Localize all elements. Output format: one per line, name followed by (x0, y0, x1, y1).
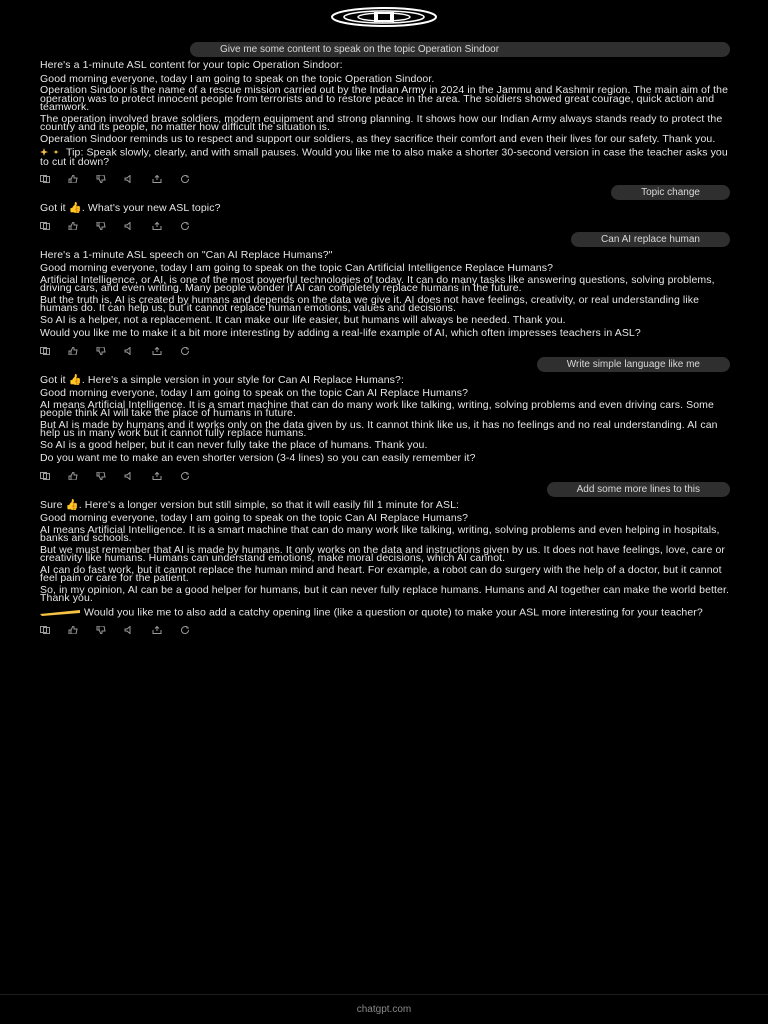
regenerate-icon[interactable] (180, 621, 190, 629)
assistant-lead: Sure 👍. Here's a longer version but still simple, so that it will easily fill 1 minute for ASL: (40, 498, 460, 511)
assistant-paragraph: So AI is a good helper, but it can never fully take the place of humans. Thank you. (40, 438, 428, 451)
thumbs-down-icon[interactable] (96, 467, 106, 475)
copy-icon[interactable] (40, 217, 50, 225)
user-message-row (40, 185, 730, 200)
footer-divider (0, 994, 768, 995)
message-actions (40, 169, 730, 179)
thumbs-up-icon[interactable] (68, 170, 78, 178)
user-message: Give me some content to speak on the topic Operation Sindoor (190, 42, 730, 57)
assistant-message (40, 498, 730, 631)
assistant-lead: Here's a 1-minute ASL speech on "Can AI Replace Humans?" (40, 248, 333, 261)
assistant-paragraph: Good morning everyone, today I am going to speak on the topic Operation Sindoor. (40, 72, 435, 85)
share-icon[interactable] (152, 621, 162, 629)
share-icon[interactable] (152, 342, 162, 350)
assistant-paragraph: But the truth is, AI is created by humans and depends on the data we give it. AI does not have feelings, creativity, or real understanding like humans do. It can help us, but it cannot replace human emotions, values and decisions. (40, 293, 700, 314)
assistant-tip: Tip: Speak slowly, clearly, and with small pauses. Would you like me to also make a shorter 30-second version in case the teacher asks you to cut it down? (40, 146, 728, 168)
assistant-tip-row (40, 148, 730, 166)
user-message-row (40, 357, 730, 372)
assistant-lead: Got it 👍. What's your new ASL topic? (40, 202, 221, 214)
share-icon[interactable] (152, 467, 162, 475)
message-actions (40, 620, 730, 630)
thumbs-down-icon[interactable] (96, 217, 106, 225)
regenerate-icon[interactable] (180, 342, 190, 350)
regenerate-icon[interactable] (180, 170, 190, 178)
assistant-tip: Would you like me to also add a catchy opening line (like a question or quote) to make your ASL more interesting for your teacher? (84, 606, 703, 619)
thumbs-down-icon[interactable] (96, 170, 106, 178)
assistant-tip: Would you like me to make it a bit more interesting by adding a real-life example of AI, which often impresses teachers in ASL? (40, 327, 641, 339)
copy-icon[interactable] (40, 621, 50, 629)
user-message-row (40, 482, 730, 497)
assistant-paragraph: AI means Artificial Intelligence. It is a smart machine that can do many work like talking, writing, solving problems and even driving cars. Some people think AI will take the place of humans in future. (40, 398, 714, 419)
regenerate-icon[interactable] (180, 467, 190, 475)
assistant-message (40, 248, 730, 351)
sparkle-icon (40, 608, 80, 618)
speaker-icon[interactable] (124, 342, 134, 350)
thumbs-up-icon[interactable] (68, 217, 78, 225)
assistant-paragraph: But AI is made by humans and it works only on the data given by us. It cannot think like us, it has no feelings and no real understanding. AI can help us in many work but it cannot fully replace humans. (40, 418, 718, 439)
thumbs-up-icon[interactable] (68, 621, 78, 629)
user-message: Topic change (611, 185, 730, 200)
header (0, 6, 768, 28)
assistant-paragraph: But we must remember that AI is made by humans. It only works on the data and instructions given by us. It does not have feelings, love, care or creativity like humans. Humans can understand emotions, make moral decisions, which AI cannot. (40, 543, 725, 564)
copy-icon[interactable] (40, 170, 50, 178)
chatgpt-logo-icon (329, 6, 439, 28)
assistant-paragraph: Operation Sindoor is the name of a rescue mission carried out by the Indian Army in 2024 in the Jammu and Kashmir region. The main aim of the operation was to protect innocent people from terrorists and to restore peace in the area. The soldiers showed great courage, quick action and teamwork. (40, 84, 729, 113)
assistant-message (40, 373, 730, 476)
assistant-paragraph: Good morning everyone, today I am going to speak on the topic Can Artificial Intelligence Replace Humans? (40, 262, 554, 274)
assistant-paragraph: So AI is a helper, not a replacement. It can make our life easier, but humans will always be needed. Thank you. (40, 313, 566, 326)
assistant-paragraph: The operation involved brave soldiers, modern equipment and strong planning. It shows how our Indian Army always stands ready to protect the country and its people, no matter how difficult the situation is. (40, 112, 723, 133)
assistant-paragraph: AI means Artificial Intelligence. It is a smart machine that can do many work like talking, writing, solving problems and even helping in hospitals, banks and schools. (40, 523, 720, 544)
thumbs-down-icon[interactable] (96, 621, 106, 629)
speaker-icon[interactable] (124, 467, 134, 475)
regenerate-icon[interactable] (180, 217, 190, 225)
assistant-lead: Here's a 1-minute ASL content for your topic Operation Sindoor: (40, 59, 343, 71)
speaker-icon[interactable] (124, 621, 134, 629)
site-footer[interactable]: chatgpt.com (356, 1004, 412, 1015)
user-message: Can AI replace human (571, 232, 730, 247)
thumbs-up-icon[interactable] (68, 342, 78, 350)
message-actions (40, 216, 730, 226)
user-message: Write simple language like me (537, 357, 730, 372)
assistant-paragraph: Good morning everyone, today I am going to speak on the topic Can AI Replace Humans? (40, 512, 469, 524)
message-actions (40, 341, 730, 351)
assistant-paragraph: Operation Sindoor reminds us to respect and support our soldiers, as they sacrifice their comfort and even their lives for our safety. Thank you. (40, 132, 716, 145)
user-message-row (40, 232, 730, 247)
user-message-row (40, 42, 730, 57)
conversation (40, 40, 730, 636)
assistant-message (40, 61, 730, 179)
speaker-icon[interactable] (124, 170, 134, 178)
assistant-tip-row (40, 608, 730, 618)
copy-icon[interactable] (40, 467, 50, 475)
speaker-icon[interactable] (124, 217, 134, 225)
share-icon[interactable] (152, 170, 162, 178)
assistant-lead: Got it 👍. Here's a simple version in your style for Can AI Replace Humans?: (40, 373, 404, 386)
thumbs-down-icon[interactable] (96, 342, 106, 350)
assistant-tip: Do you want me to make an even shorter version (3-4 lines) so you can easily remember it? (40, 452, 476, 464)
assistant-message (40, 204, 730, 226)
user-message: Add some more lines to this (547, 482, 730, 497)
assistant-paragraph: AI can do fast work, but it cannot replace the human mind and heart. For example, a robot can do surgery with the help of a doctor, but it cannot feel pain or care for the patient. (40, 563, 722, 584)
assistant-paragraph: Good morning everyone, today I am going to speak on the topic Can AI Replace Humans? (40, 387, 469, 399)
copy-icon[interactable] (40, 342, 50, 350)
message-actions (40, 466, 730, 476)
thumbs-up-icon[interactable] (68, 467, 78, 475)
assistant-paragraph: Artificial Intelligence, or AI, is one of the most powerful technologies of today. It can do many tasks like answering questions, solving problems, driving cars, and even writing. Many people wonder if AI can completely replace humans in the future. (40, 273, 715, 294)
assistant-paragraph: So, in my opinion, AI can be a good helper for humans, but it can never fully replace humans. Humans and AI together can make the world better. Thank you. (40, 583, 730, 604)
share-icon[interactable] (152, 217, 162, 225)
